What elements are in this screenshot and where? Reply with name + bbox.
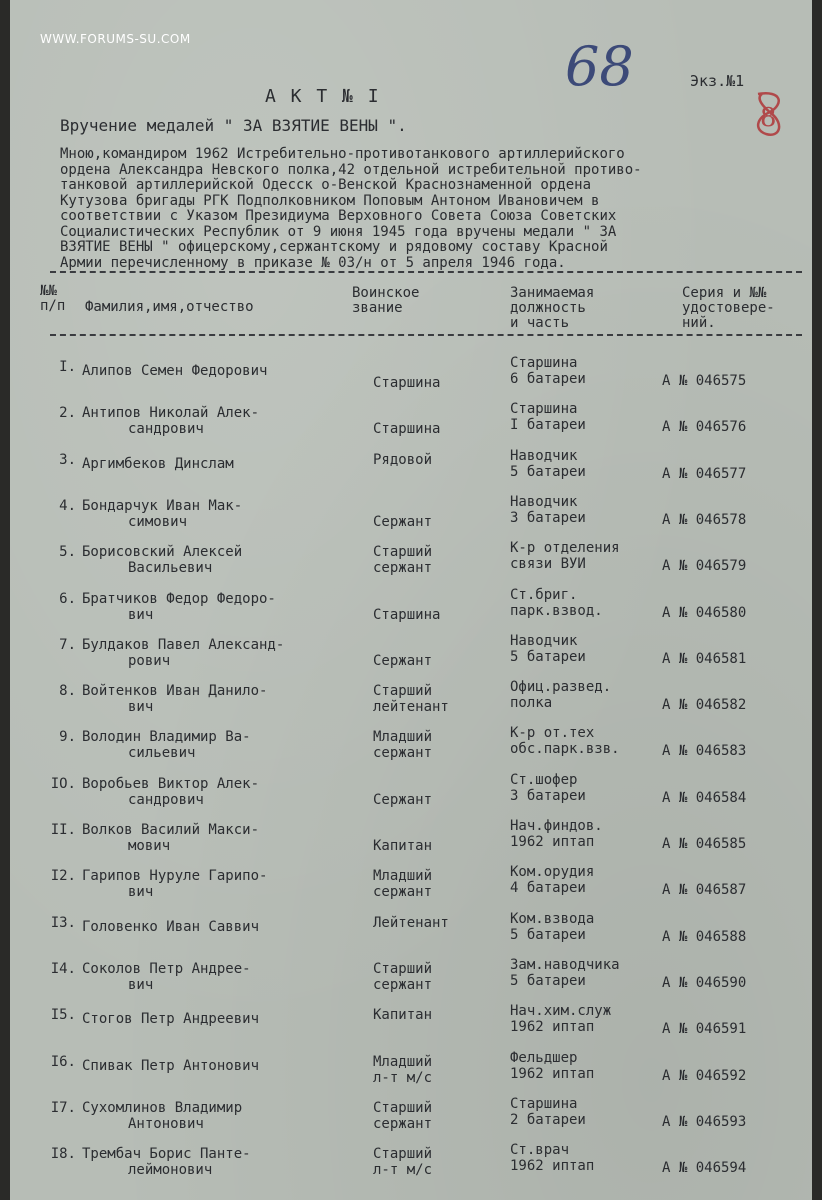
row-series: А № 046580: [662, 604, 747, 621]
intro-line: танковой артиллерийской Одесск о-Венской Краснознаменной ордена: [60, 177, 592, 193]
table-row: [10, 540, 812, 585]
table-row: [10, 1142, 812, 1187]
row-name: вич: [128, 884, 154, 901]
row-position: Офиц.развед.: [510, 679, 612, 696]
row-position: Ст.шофер: [510, 771, 578, 788]
row-number: 5.: [59, 544, 76, 561]
row-position: 3 батареи: [510, 787, 586, 804]
row-number: 4.: [59, 497, 76, 514]
row-rank: Старшина: [373, 606, 441, 623]
row-rank: лейтенант: [373, 699, 449, 716]
table-row: [10, 956, 812, 1002]
row-rank: Сержант: [373, 513, 433, 530]
row-rank: Лейтенант: [373, 914, 449, 931]
row-position: 1962 иптап: [510, 1019, 595, 1036]
row-position: 6 батареи: [510, 371, 586, 387]
intro-line: соответствии с Указом Президиума Верховного Совета Союза Советских: [60, 208, 617, 224]
row-number: 2.: [59, 405, 76, 422]
copy-label: Экз.№: [690, 72, 736, 90]
table-row: [10, 818, 812, 863]
intro-line: Кутузова бригады РГК Подполковником Поповым Антоном Ивановичем в: [60, 192, 600, 209]
row-position: 2 батареи: [510, 1111, 586, 1128]
row-rank: Капитан: [373, 838, 433, 854]
intro-line: Мною,командиром 1962 Истребительно-противотанкового артиллерийского: [60, 146, 625, 162]
row-rank: сержант: [373, 1115, 433, 1132]
row-name: Булдаков Павел Александ-: [82, 636, 285, 653]
row-series: А № 046575: [662, 373, 747, 389]
row-number: 6.: [59, 590, 76, 607]
table-row: [10, 586, 812, 632]
row-name: Войтенков Иван Данило-: [82, 683, 268, 700]
table-row: [10, 1095, 812, 1141]
row-name: Бондарчук Иван Мак-: [82, 497, 243, 514]
table-row: [10, 1003, 812, 1048]
row-series: А № 046584: [662, 789, 747, 806]
row-position: Фельдшер: [510, 1049, 578, 1066]
header-series: удостовере-: [682, 300, 775, 316]
row-rank: Рядовой: [373, 451, 433, 468]
row-number: I7.: [50, 1099, 76, 1116]
row-position: Нач.хим.служ: [510, 1003, 612, 1020]
row-position: 1962 иптап: [510, 1065, 595, 1082]
table-row: [10, 632, 812, 678]
row-rank: сержант: [373, 976, 433, 993]
row-name: Братчиков Федор Федоро-: [82, 590, 276, 607]
row-name: рович: [128, 652, 171, 669]
row-rank: сержант: [373, 745, 433, 762]
row-number: IO.: [50, 775, 76, 792]
row-rank: Сержант: [373, 791, 433, 808]
row-name: Володин Владимир Ва-: [82, 729, 251, 746]
row-name: Сухомлинов Владимир: [82, 1099, 243, 1116]
header-series: ний.: [682, 315, 716, 331]
row-position: связи ВУИ: [510, 556, 586, 573]
row-name: Головенко Иван Саввич: [82, 918, 260, 935]
table-row: [10, 725, 812, 770]
row-name: Соколов Петр Андрее-: [82, 960, 251, 977]
document-page: [10, 0, 812, 1200]
table-row: [10, 864, 812, 909]
row-rank: Сержант: [373, 652, 433, 669]
red-pencil-annotation: [752, 90, 786, 138]
watermark: WWW.FORUMS-SU.COM: [40, 32, 191, 46]
row-number: I4.: [50, 960, 76, 977]
row-number: 8.: [59, 683, 76, 700]
header-rank: звание: [352, 300, 403, 316]
row-number: I8.: [50, 1146, 76, 1163]
row-name: мович: [128, 838, 171, 854]
copy-number: [690, 72, 744, 90]
row-series: А № 046585: [662, 836, 747, 852]
row-rank: сержант: [373, 560, 433, 577]
row-name: симович: [128, 513, 188, 530]
row-number: I.: [59, 359, 76, 375]
header-name: Фамилия,имя,отчество: [85, 299, 254, 315]
row-rank: Младший: [373, 729, 433, 746]
row-series: А № 046588: [662, 928, 747, 945]
row-number: I2.: [50, 868, 76, 885]
row-rank: Старшина: [373, 421, 441, 438]
row-name: Спивак Петр Антонович: [82, 1057, 260, 1074]
intro-line: Социалистических Республик от 9 июня 1945 года вручены медали " ЗА: [60, 223, 617, 240]
row-position: I батареи: [510, 417, 586, 434]
row-name: Антонович: [128, 1115, 204, 1132]
row-name: Волков Василий Макси-: [82, 822, 260, 838]
intro-line: Армии перечисленному в приказе № 03/н от 5 апреля 1946 года.: [60, 254, 566, 271]
row-series: А № 046581: [662, 650, 747, 667]
row-name: Антипов Николай Алек-: [82, 405, 260, 422]
row-position: Старшина: [510, 1095, 578, 1112]
row-rank: Старшина: [373, 375, 441, 391]
row-rank: сержант: [373, 884, 433, 901]
row-rank: Капитан: [373, 1007, 433, 1024]
row-position: Ком.взвода: [510, 910, 595, 927]
row-position: полка: [510, 695, 553, 712]
row-number: I5.: [50, 1007, 76, 1024]
row-series: А № 046579: [662, 558, 747, 575]
row-position: Старшина: [510, 401, 578, 418]
row-name: Трембач Борис Панте-: [82, 1146, 251, 1163]
row-position: Зам.наводчика: [510, 956, 620, 973]
table-row: [10, 910, 812, 956]
row-rank: Старший: [373, 960, 433, 977]
row-name: сандрович: [128, 421, 204, 438]
row-rank: Старший: [373, 544, 433, 561]
row-rank: Младший: [373, 868, 433, 885]
row-rank: Старший: [373, 1146, 433, 1163]
row-position: К-р от.тех: [510, 725, 595, 742]
row-number: II.: [50, 822, 76, 838]
row-series: А № 046590: [662, 974, 747, 991]
row-series: А № 046582: [662, 697, 747, 714]
row-position: Наводчик: [510, 447, 578, 464]
row-rank: л-т м/с: [373, 1069, 433, 1086]
row-number: 7.: [59, 636, 76, 653]
header-position: и часть: [510, 315, 570, 331]
row-name: вич: [128, 976, 154, 993]
row-number: I3.: [50, 914, 76, 931]
row-position: 1962 иптап: [510, 834, 595, 850]
row-name: Аргимбеков Динслам: [82, 455, 234, 472]
row-position: 5 батареи: [510, 463, 586, 480]
document-subject: Вручение медалей " ЗА ВЗЯТИЕ ВЕНЫ ".: [60, 116, 407, 135]
row-position: Ст.бриг.: [510, 586, 578, 603]
header-num: №№: [40, 283, 57, 299]
row-rank: Старший: [373, 683, 433, 700]
row-position: обс.парк.взв.: [510, 741, 620, 758]
intro-line: ордена Александра Невского полка,42 отдельной истребительной противо-: [60, 161, 642, 178]
row-series: А № 046583: [662, 743, 747, 760]
header-position: должность: [510, 300, 586, 316]
table-row: [10, 493, 812, 539]
intro-line: ВЗЯТИЕ ВЕНЫ " офицерскому,сержантскому и рядовому составу Красной: [60, 239, 608, 255]
row-name: леймонович: [128, 1162, 213, 1179]
row-position: Нач.финдов.: [510, 818, 603, 834]
table-row: [10, 401, 812, 446]
row-name: вич: [128, 699, 154, 716]
row-name: Алипов Семен Федорович: [82, 363, 268, 379]
row-number: 9.: [59, 729, 76, 746]
row-series: А № 046578: [662, 511, 747, 528]
table-row: [10, 355, 812, 400]
row-position: Ст.врач: [510, 1142, 570, 1159]
row-rank: Младший: [373, 1053, 433, 1070]
red-number-text: 8: [760, 103, 777, 133]
row-position: 5 батареи: [510, 648, 586, 665]
table-row: [10, 447, 812, 493]
row-series: А № 046591: [662, 1021, 747, 1038]
header-num: п/п: [40, 298, 66, 314]
row-rank: л-т м/с: [373, 1162, 433, 1179]
row-series: А № 046594: [662, 1160, 747, 1177]
row-name: сандрович: [128, 791, 204, 808]
divider-header: [50, 334, 802, 336]
row-name: Стогов Петр Андреевич: [82, 1011, 260, 1028]
divider-top: [50, 271, 802, 273]
row-position: 5 батареи: [510, 926, 586, 943]
row-series: А № 046576: [662, 419, 747, 436]
row-number: I6.: [50, 1053, 76, 1070]
row-series: А № 046592: [662, 1067, 747, 1084]
row-number: 3.: [59, 451, 76, 468]
row-position: 3 батареи: [510, 509, 586, 526]
row-position: 5 батареи: [510, 972, 586, 989]
row-series: А № 046593: [662, 1113, 747, 1130]
row-position: Ком.орудия: [510, 864, 595, 881]
row-name: сильевич: [128, 745, 196, 762]
row-series: А № 046577: [662, 465, 747, 482]
row-position: 1962 иптап: [510, 1158, 595, 1175]
header-rank: Воинское: [352, 285, 420, 301]
row-name: Васильевич: [128, 560, 213, 577]
row-position: Наводчик: [510, 493, 578, 510]
header-series: Серия и №№: [682, 285, 767, 301]
row-position: парк.взвод.: [510, 602, 603, 619]
table-row: [10, 679, 812, 724]
table-row: [10, 1049, 812, 1095]
document-title: А К Т № I: [265, 86, 381, 107]
header-position: Занимаемая: [510, 285, 595, 301]
copy-value: 1: [735, 72, 745, 90]
row-position: Наводчик: [510, 632, 578, 649]
row-series: А № 046587: [662, 882, 747, 899]
row-position: К-р отделения: [510, 540, 620, 557]
row-name: Воробьев Виктор Алек-: [82, 775, 260, 792]
row-position: 4 батареи: [510, 880, 586, 897]
table-row: [10, 771, 812, 817]
row-name: вич: [128, 606, 154, 623]
row-position: Старшина: [510, 355, 578, 371]
row-name: Борисовский Алексей: [82, 544, 243, 561]
row-rank: Старший: [373, 1099, 433, 1116]
row-name: Гарипов Нуруле Гарипо-: [82, 868, 268, 885]
pencil-annotation: 68: [565, 35, 634, 98]
